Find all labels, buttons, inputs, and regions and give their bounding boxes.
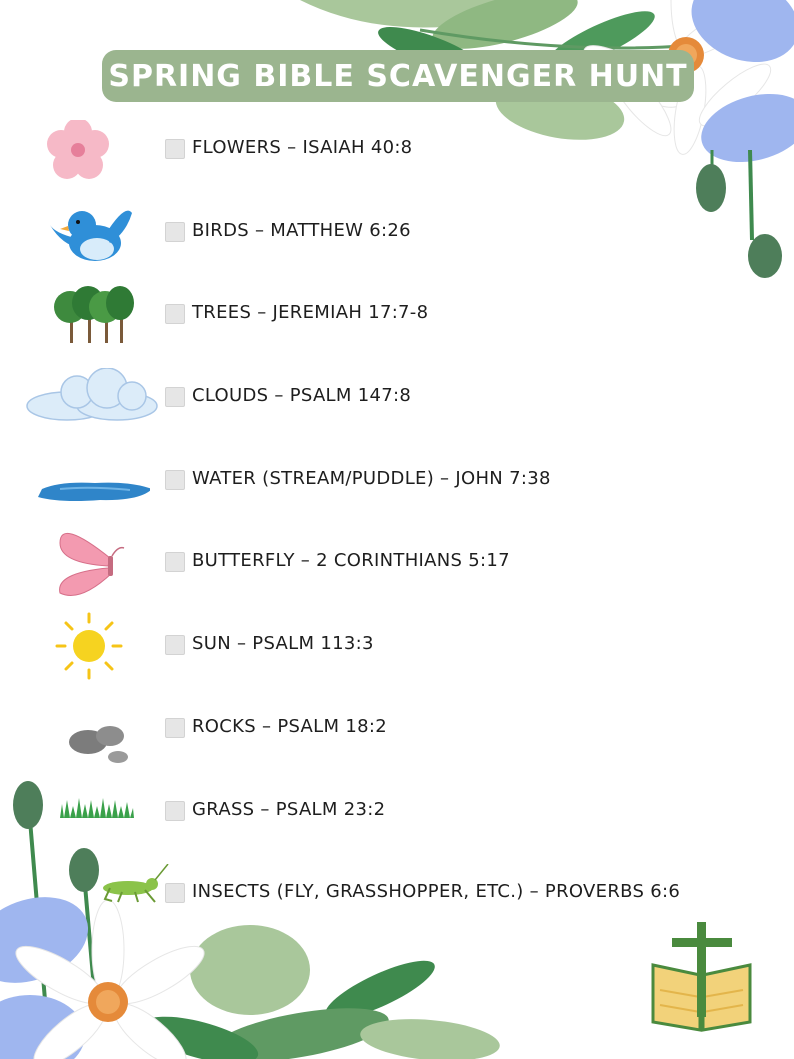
item-label: WATER (STREAM/PUDDLE) – JOHN 7:38 <box>192 468 551 489</box>
list-item <box>0 616 794 676</box>
page-title: SPRING BIBLE SCAVENGER HUNT <box>108 58 688 94</box>
rocks-icon <box>0 694 150 764</box>
item-label: BIRDS – MATTHEW 6:26 <box>192 220 411 241</box>
list-item <box>0 285 794 345</box>
item-label: FLOWERS – ISAIAH 40:8 <box>192 137 413 158</box>
checkbox-clouds[interactable] <box>165 387 185 407</box>
trees-icon <box>0 285 150 345</box>
list-item <box>0 699 794 759</box>
list-item <box>0 120 794 180</box>
butterfly-icon <box>0 528 150 598</box>
item-label: GRASS – PSALM 23:2 <box>192 799 386 820</box>
checkbox-trees[interactable] <box>165 304 185 324</box>
checkbox-insects[interactable] <box>165 883 185 903</box>
bird-icon <box>0 203 150 263</box>
checkbox-sun[interactable] <box>165 635 185 655</box>
grass-icon <box>0 782 150 842</box>
list-item <box>0 864 794 924</box>
checkbox-birds[interactable] <box>165 222 185 242</box>
grasshopper-icon <box>0 864 170 924</box>
list-item <box>0 451 794 511</box>
checkbox-rocks[interactable] <box>165 718 185 738</box>
checkbox-flowers[interactable] <box>165 139 185 159</box>
list-item <box>0 368 794 428</box>
list-item <box>0 782 794 842</box>
sun-icon <box>0 611 150 681</box>
checkbox-grass[interactable] <box>165 801 185 821</box>
item-label: SUN – PSALM 113:3 <box>192 633 374 654</box>
item-label: INSECTS (FLY, GRASSHOPPER, ETC.) – PROVERBS 6:6 <box>192 881 681 902</box>
checkbox-water[interactable] <box>165 470 185 490</box>
item-label: ROCKS – PSALM 18:2 <box>192 716 387 737</box>
list-item <box>0 203 794 263</box>
checkbox-butterfly[interactable] <box>165 552 185 572</box>
item-label: CLOUDS – PSALM 147:8 <box>192 385 412 406</box>
water-icon <box>0 451 150 511</box>
cloud-icon <box>22 368 172 428</box>
title-banner <box>102 50 694 102</box>
item-label: TREES – JEREMIAH 17:7-8 <box>192 302 429 323</box>
bible-cross-icon <box>653 922 750 1030</box>
flower-icon <box>0 120 150 180</box>
item-label: BUTTERFLY – 2 CORINTHIANS 5:17 <box>192 550 510 571</box>
list-item <box>0 533 794 593</box>
